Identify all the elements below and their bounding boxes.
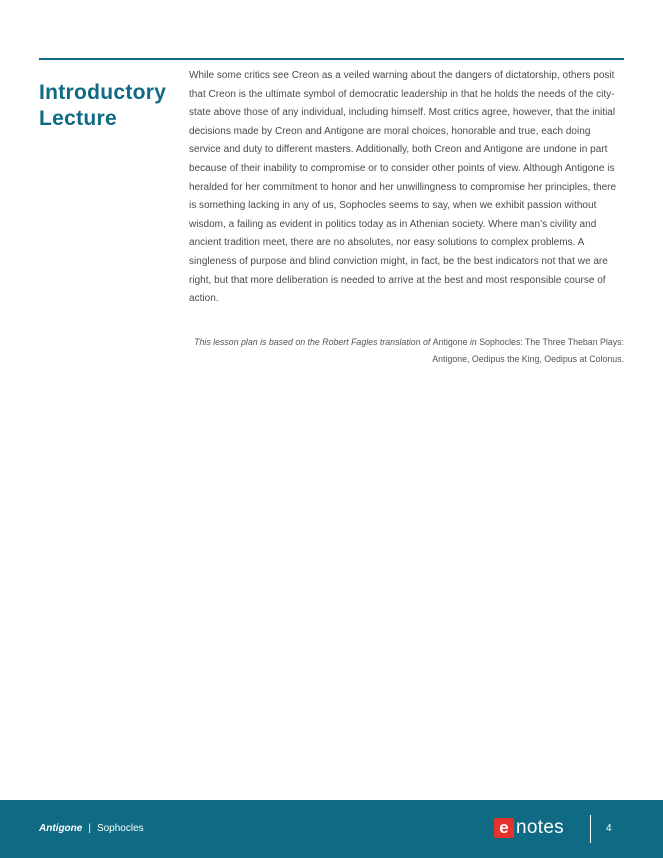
note-text-4: Sophocles: The Three Theban Plays: Antigone, Oedipus the King, Oedipus at Colonus.: [432, 337, 624, 364]
page-footer: [0, 800, 663, 858]
top-divider: [39, 58, 624, 60]
footer-book-info: [39, 823, 144, 834]
enotes-e-icon: e: [494, 818, 514, 838]
footer-book-title: Antigone: [39, 823, 83, 834]
page-number: 4: [606, 823, 612, 834]
translation-note: [189, 334, 624, 367]
footer-vertical-divider: [590, 815, 591, 843]
note-text-1: This lesson plan is based on the Robert Fagles translation of: [194, 337, 431, 347]
lecture-paragraph: While some critics see Creon as a veiled warning about the dangers of dictatorship, others posit that Creon is the ultimate symbol of democratic leadership in that he holds the needs of the city-state above those of any individual, including himself. Most critics agree, however, that the initial decisions made by Creon and Antigone are moral choices, honorable and true, each doing service and duty to different masters. Additionally, both Creon and Antigone are undone in part because of their inability to compromise or to consider other points of view. Although Antigone is heralded for her commitment to honor and her unwillingness to compromise her principles, there is something lacking in any of us, Sophocles seems to say, when we exhibit passion without wisdom, a failing as evident in politics today as in Athenian society. Where man’s civility and ancient tradition meet, there are no absolutes, nor easy solutions to complex problems. A singleness of purpose and blind conviction might, in fact, be the best indicators not that we are right, but that more deliberation is needed to arrive at the best and most responsible course of action.: [189, 70, 617, 305]
enotes-logo[interactable]: [494, 815, 564, 841]
section-heading: Introductory Lecture: [39, 81, 167, 130]
enotes-wordmark: notes: [516, 817, 564, 838]
note-text-2: Antigone: [432, 337, 468, 347]
note-text-3: in: [469, 337, 477, 347]
footer-separator: |: [88, 823, 91, 834]
footer-author: Sophocles: [96, 823, 144, 834]
